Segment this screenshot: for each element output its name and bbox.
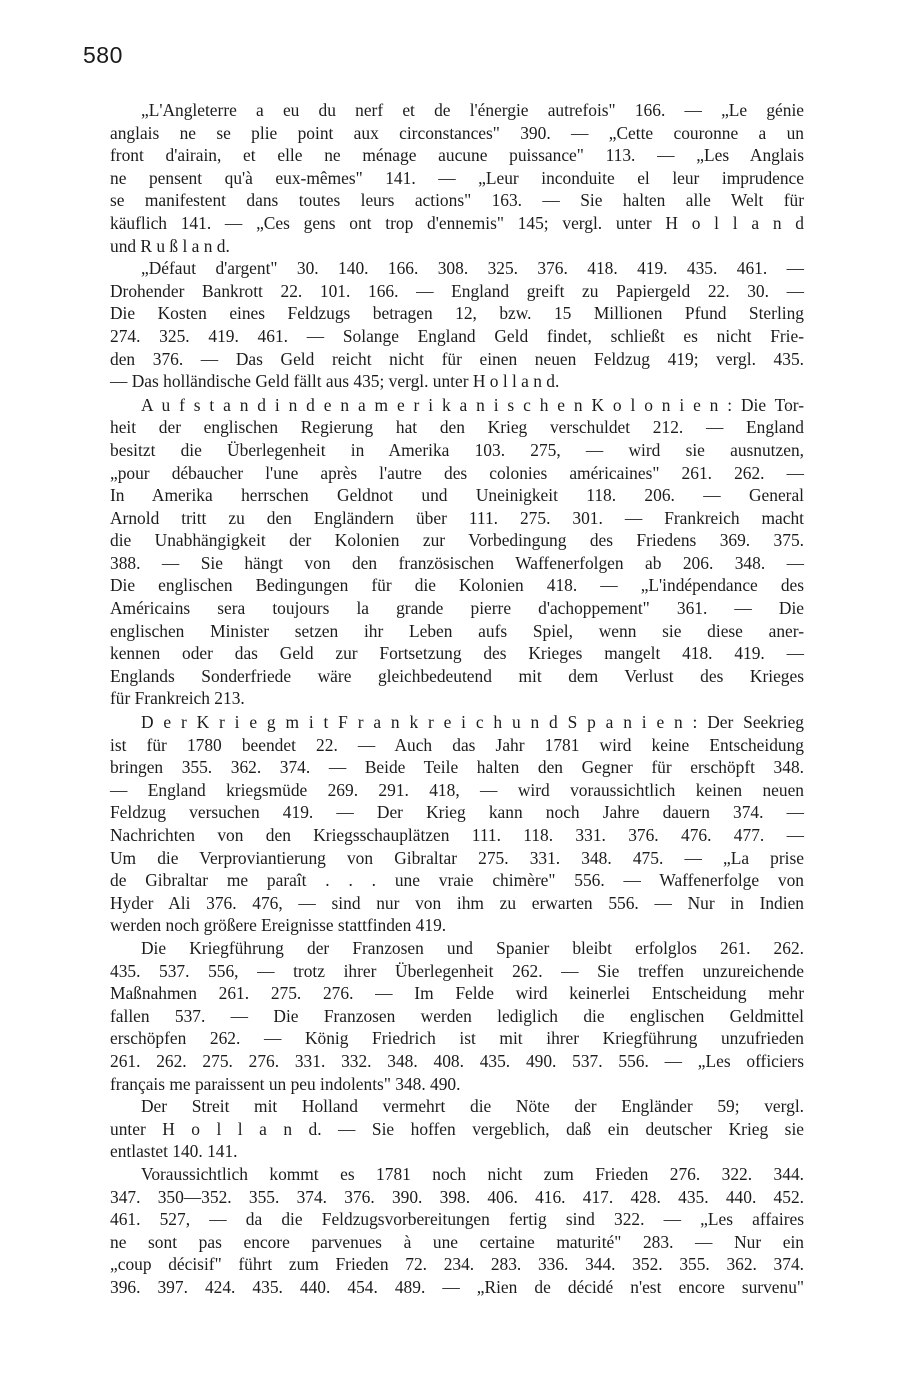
text-line: ist für 1780 beendet 22. — Auch das Jahr 1781 wird keine Entscheidung — [110, 734, 804, 755]
text-line: den 376. — Das Geld reicht nicht für einen neuen Feldzug 419; vergl. 435. — [110, 348, 804, 369]
text-line: „pour débaucher l'une après l'autre des colonies américaines" 261. 262. — — [110, 462, 804, 483]
text-line: Arnold tritt zu den Engländern über 111. 275. 301. — Frankreich macht — [110, 507, 804, 528]
paragraph — [110, 1163, 804, 1299]
text-line: Die Kosten eines Feldzugs betragen 12, bzw. 15 Millionen Pfund Sterling — [110, 303, 804, 324]
text-line: Die Kriegführung der Franzosen und Spanier bleibt erfolglos 261. 262. — [141, 937, 804, 958]
text-line: Um die Verproviantierung von Gibraltar 275. 331. 348. 475. — „La prise — [110, 847, 804, 868]
text-line: Feldzug versuchen 419. — Der Krieg kann noch Jahre dauern 374. — — [110, 802, 804, 823]
text-line: kennen oder das Geld zur Fortsetzung des Krieges mangelt 418. 419. — — [110, 643, 804, 664]
paragraph — [110, 1095, 804, 1163]
text-line: werden noch größere Ereignisse stattfinden 419. — [110, 915, 447, 936]
page-number: 580 — [83, 42, 123, 68]
text-line: front d'airain, et elle ne ménage aucune puissance" 113. — „Les Anglais — [110, 145, 804, 166]
paragraph — [110, 99, 804, 257]
text-line: Drohender Bankrott 22. 101. 166. — England greift zu Papiergeld 22. 30. — — [110, 280, 804, 301]
text-line: Maßnahmen 261. 275. 276. — Im Felde wird keinerlei Entscheidung mehr — [110, 983, 804, 1004]
text-line: — Das holländische Geld fällt aus 435; vergl. unter H o l l a n d. — [110, 371, 560, 392]
text-line: besitzt die Überlegenheit in Amerika 103. 275, — wird sie ausnutzen, — [110, 439, 804, 460]
text-line: Die englischen Bedingungen für die Kolonien 418. — „L'indépendance des — [110, 575, 804, 596]
text-line: Englands Sonderfriede wäre gleichbedeutend mit dem Verlust des Krieges — [110, 665, 804, 686]
text-line: „L'Angleterre a eu du nerf et de l'énergie autrefois" 166. — „Le génie — [141, 100, 804, 120]
text-line: „Défaut d'argent" 30. 140. 166. 308. 325. 376. 418. 419. 435. 461. — — [141, 258, 804, 279]
text-body — [110, 99, 804, 1298]
text-line: 274. 325. 419. 461. — Solange England Geld findet, schließt es nicht Frie- — [110, 325, 804, 346]
paragraph — [110, 711, 804, 937]
text-line: ne sont pas encore parvenues à une certaine maturité" 283. — Nur ein — [110, 1231, 804, 1252]
text-line: entlastet 140. 141. — [110, 1141, 238, 1162]
paragraph — [110, 394, 804, 710]
text-line: Américains sera toujours la grande pierre d'achoppement" 361. — Die — [110, 598, 804, 619]
text-line: die Unabhängigkeit der Kolonien zur Vorbedingung des Friedens 369. 375. — [110, 530, 804, 551]
text-line: englischen Minister setzen ihr Leben aufs Spiel, wenn sie diese aner- — [110, 620, 804, 641]
text-line: français me paraissent un peu indolents" 348. 490. — [110, 1073, 461, 1094]
text-line: se manifestent dans toutes leurs actions" 163. — Sie halten alle Welt für — [110, 190, 804, 211]
text-line: käuflich 141. — „Ces gens ont trop d'ennemis" 145; vergl. unter H o l l a n d — [110, 212, 804, 233]
text-line: Hyder Ali 376. 476, — sind nur von ihm zu erwarten 556. — Nur in Indien — [110, 892, 804, 913]
text-line: fallen 537. — Die Franzosen werden lediglich die englischen Geldmittel — [110, 1005, 804, 1026]
text-line: 388. — Sie hängt von den französischen Waffenerfolgen ab 206. 348. — — [110, 552, 804, 573]
text-line: — England kriegsmüde 269. 291. 418, — wird voraussichtlich keinen neuen — [110, 779, 804, 800]
text-line: 261. 262. 275. 276. 331. 332. 348. 408. 435. 490. 537. 556. — „Les officiers — [110, 1050, 804, 1071]
paragraph — [110, 937, 804, 1095]
text-line: In Amerika herrschen Geldnot und Uneinigkeit 118. 206. — General — [110, 485, 804, 506]
text-line: A u f s t a n d i n d e n a m e r i k a n i s c h e n K o l o n i e n : Die Tor- — [141, 394, 804, 415]
text-line: bringen 355. 362. 374. — Beide Teile halten den Gegner für erschöpft 348. — [110, 757, 804, 778]
text-line: de Gibraltar me paraît . . . une vraie chimère" 556. — Waffenerfolge von — [110, 870, 804, 891]
text-line: ne pensent qu'à eux-mêmes" 141. — „Leur inconduite el leur imprudence — [110, 167, 804, 188]
text-line: Voraussichtlich kommt es 1781 noch nicht zum Frieden 276. 322. 344. — [141, 1163, 804, 1184]
text-line: Der Streit mit Holland vermehrt die Nöte der Engländer 59; vergl. — [141, 1096, 804, 1117]
text-line: erschöpfen 262. — König Friedrich ist mit ihrer Kriegführung unzufrieden — [110, 1028, 804, 1049]
text-line: 396. 397. 424. 435. 440. 454. 489. — „Rien de décidé n'est encore survenu" — [110, 1276, 804, 1297]
text-line: für Frankreich 213. — [110, 688, 245, 709]
text-line: D e r K r i e g m i t F r a n k r e i c h u n d S p a n i e n : Der Seekrieg — [141, 712, 804, 733]
text-line: Nachrichten von den Kriegsschauplätzen 111. 118. 331. 376. 476. 477. — — [110, 825, 804, 845]
text-line: unter H o l l a n d. — Sie hoffen vergeblich, daß ein deutscher Krieg sie — [110, 1118, 804, 1139]
text-line: 461. 527, — da die Feldzugsvorbereitungen fertig sind 322. — „Les affaires — [110, 1209, 804, 1230]
text-line: heit der englischen Regierung hat den Krieg verschuldet 212. — England — [110, 417, 804, 438]
paragraph — [110, 257, 804, 393]
text-line: „coup décisif" führt zum Frieden 72. 234. 283. 336. 344. 352. 355. 362. 374. — [110, 1254, 804, 1275]
text-line: 435. 537. 556, — trotz ihrer Überlegenheit 262. — Sie treffen unzureichende — [110, 960, 804, 981]
text-line: und R u ß l a n d. — [110, 235, 230, 256]
text-line: 347. 350—352. 355. 374. 376. 390. 398. 406. 416. 417. 428. 435. 440. 452. — [110, 1186, 804, 1207]
text-line: anglais ne se plie point aux circonstances" 390. — „Cette couronne a un — [110, 122, 804, 143]
